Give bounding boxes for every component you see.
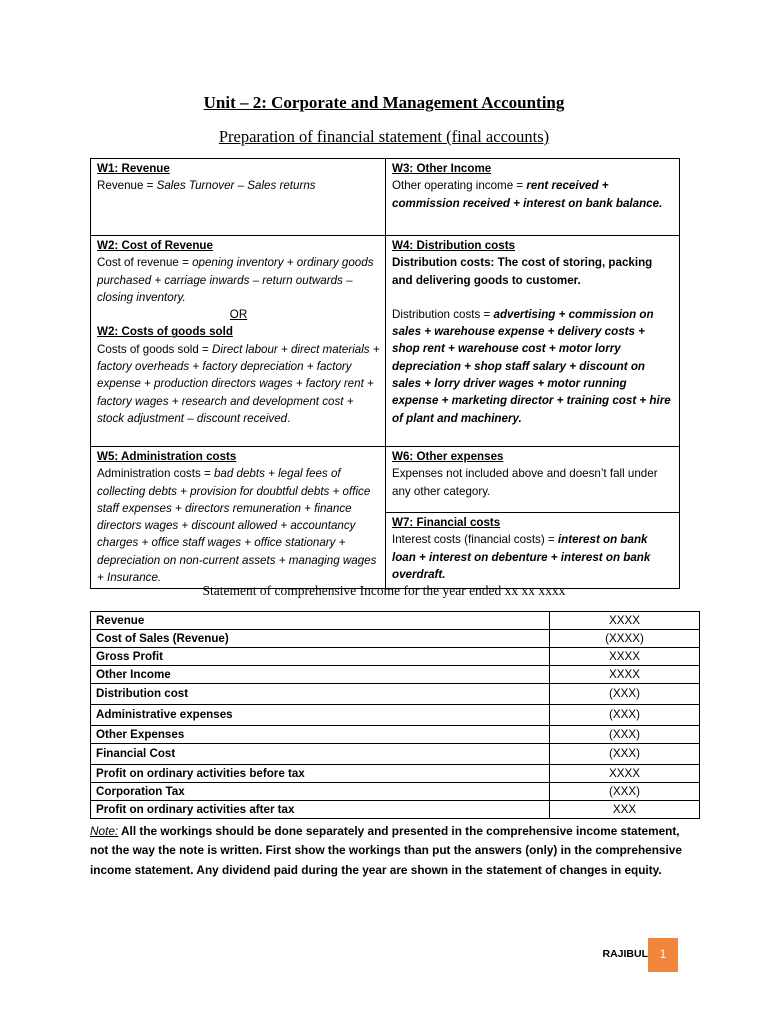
statement-row-value: XXXX	[550, 666, 700, 684]
statement-row-value: (XXX)	[550, 705, 700, 726]
working-w7-heading: W7: Financial costs	[392, 516, 501, 529]
page-title: Unit – 2: Corporate and Management Accounting	[203, 93, 565, 112]
statement-row-value: (XXXX)	[550, 630, 700, 648]
statement-row-label: Gross Profit	[91, 648, 550, 666]
statement-row-value: XXXX	[550, 765, 700, 783]
statement-row-label: Profit on ordinary activities after tax	[91, 801, 550, 819]
working-w3-formula: rent received + commission received + interest on bank balance.	[392, 179, 663, 210]
working-w1-prefix: Revenue =	[97, 179, 157, 193]
working-w5	[91, 447, 386, 589]
statement-row-label: Corporation Tax	[91, 783, 550, 801]
note-text: All the workings should be done separately and presented in the comprehensive income statement, not the way the note is written. First show the workings than put the answers (only) in the comprehensive income statement. Any dividend paid during the year are shown in the statement of changes in equity.	[90, 824, 682, 877]
page-number-badge: 1	[648, 938, 678, 972]
working-w4-description: Distribution costs: The cost of storing, packing and delivering goods to customer.	[392, 256, 653, 287]
statement-row	[91, 705, 700, 726]
working-w2b-prefix: Costs of goods sold =	[97, 342, 213, 356]
statement-row-label: Financial Cost	[91, 744, 550, 765]
statement-row-label: Administrative expenses	[91, 705, 550, 726]
footer-author: RAJIBUL	[602, 948, 648, 960]
statement-row	[91, 765, 700, 783]
workings-table	[90, 158, 680, 589]
working-w2	[91, 236, 386, 447]
statement-row-label: Revenue	[91, 612, 550, 630]
workings-row-1	[91, 159, 680, 236]
working-w3-body	[392, 177, 674, 212]
working-w7-prefix: Interest costs (financial costs) =	[392, 533, 558, 547]
working-w2-heading: W2: Cost of Revenue	[97, 239, 213, 252]
working-w4	[386, 236, 680, 447]
working-w7-formula: interest on bank loan + interest on debenture + interest on bank overdraft.	[392, 533, 651, 581]
working-w4-heading: W4: Distribution costs	[392, 239, 516, 252]
statement-row	[91, 684, 700, 705]
working-w1-heading: W1: Revenue	[97, 162, 170, 175]
working-w3-prefix: Other operating income =	[392, 179, 527, 193]
statement-row-label: Other Expenses	[91, 726, 550, 744]
income-statement-table	[90, 611, 700, 819]
workings-row-2	[91, 236, 680, 447]
working-w5-heading: W5: Administration costs	[97, 450, 237, 463]
working-w4-body	[392, 306, 674, 427]
statement-row-label: Cost of Sales (Revenue)	[91, 630, 550, 648]
working-w4-formula: advertising + commission on sales + warehouse expense + delivery costs + shop rent + warehouse cost + motor lorry depreciation + shop staff salary + discount on sales + lorry driver wages + motor running expense + marketing director + training cost + hire of plant and machinery.	[392, 307, 671, 425]
statement-row	[91, 744, 700, 765]
working-w1-body	[97, 177, 380, 194]
statement-row-value: XXXX	[550, 648, 700, 666]
working-w3	[386, 159, 680, 236]
statement-row-value: (XXX)	[550, 744, 700, 765]
working-w2b-formula: Direct labour + direct materials + factory overheads + factory depreciation + factory expense + production directors wages + factory rent + factory wages + research and development cost + stock adjustment – discount received	[97, 342, 380, 425]
statement-row-value: (XXX)	[550, 726, 700, 744]
statement-row-value: XXXX	[550, 612, 700, 630]
statement-row	[91, 666, 700, 684]
statement-row-value: XXX	[550, 801, 700, 819]
statement-row	[91, 630, 700, 648]
working-w2b-suffix: .	[287, 411, 291, 425]
working-w2-formula: opening inventory + ordinary goods purchased + carriage inwards – return outwards – closing inventory.	[97, 256, 374, 304]
statement-row	[91, 612, 700, 630]
working-w2-prefix: Cost of revenue =	[97, 256, 193, 270]
workings-row-3	[91, 447, 680, 513]
working-w6-text: Expenses not included above and doesn’t fall under any other category.	[392, 467, 658, 498]
statement-title: Statement of comprehensive Income for the year ended xx xx xxxx	[202, 583, 566, 598]
working-w2b-body	[97, 341, 380, 427]
statement-row-value: (XXX)	[550, 684, 700, 705]
statement-row-value: (XXX)	[550, 783, 700, 801]
working-w6-heading: W6: Other expenses	[392, 450, 504, 463]
working-w2b-heading: W2: Costs of goods sold	[97, 325, 233, 339]
working-w6	[386, 447, 680, 513]
working-w7	[386, 513, 680, 589]
statement-row-label: Profit on ordinary activities before tax	[91, 765, 550, 783]
working-w7-body	[392, 531, 674, 583]
statement-row	[91, 726, 700, 744]
working-w5-formula: bad debts + legal fees of collecting debts + provision for doubtful debts + office staff expenses + directors remuneration + finance directors wages + discount allowed + accountancy charges + office staff wages + office stationary + depreciation on non-current assets + managing wages + Insurance.	[97, 467, 377, 585]
working-w1-formula: Sales Turnover – Sales returns	[156, 179, 316, 193]
note-paragraph	[90, 822, 690, 880]
or-divider: OR	[229, 308, 248, 322]
working-w1	[91, 159, 386, 236]
statement-row-label: Distribution cost	[91, 684, 550, 705]
statement-row-label: Other Income	[91, 666, 550, 684]
working-w5-prefix: Administration costs =	[97, 467, 214, 481]
statement-row	[91, 783, 700, 801]
statement-row	[91, 801, 700, 819]
working-w3-heading: W3: Other Income	[392, 162, 492, 175]
working-w2-body	[97, 254, 380, 306]
page-subtitle: Preparation of financial statement (final accounts)	[218, 127, 550, 146]
working-w4-prefix: Distribution costs =	[392, 307, 494, 321]
statement-row	[91, 648, 700, 666]
note-label: Note:	[90, 824, 119, 838]
working-w5-body	[97, 465, 380, 586]
